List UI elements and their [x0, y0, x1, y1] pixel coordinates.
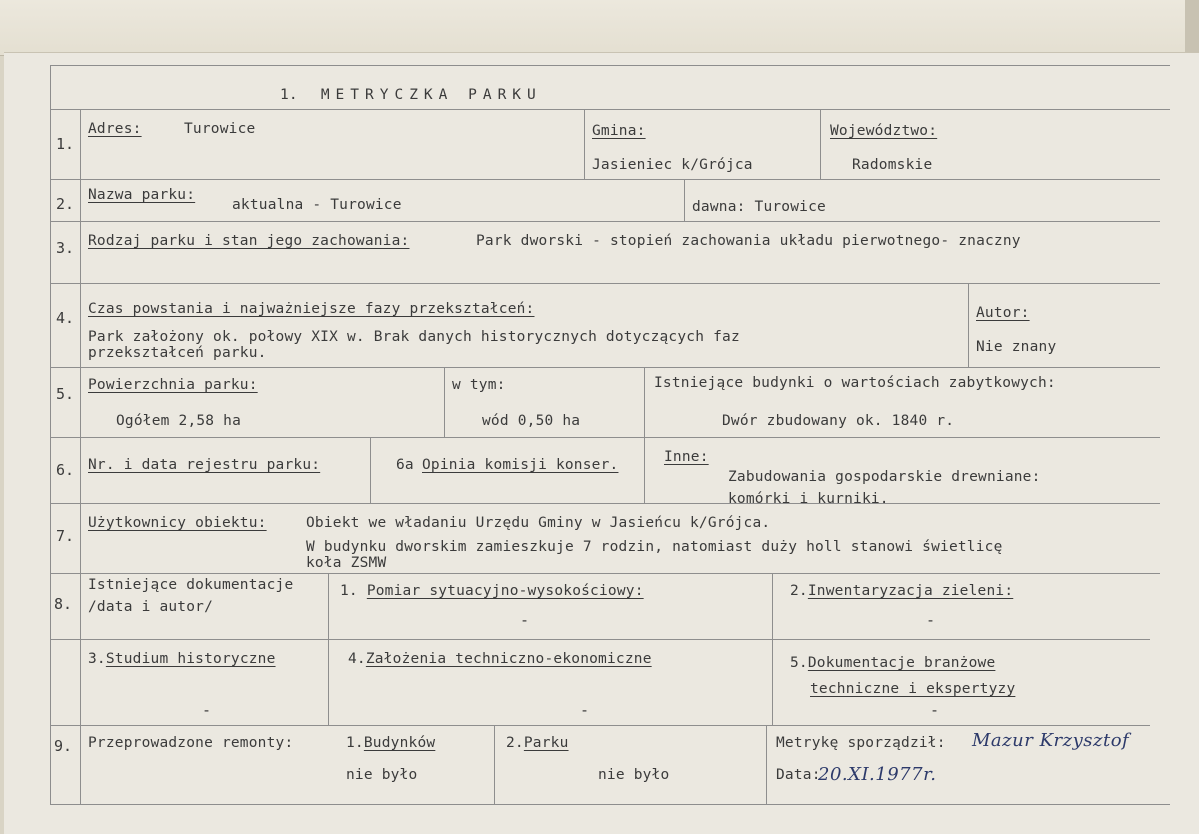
czas-line-2: przekształceń parku.	[88, 345, 267, 361]
rule	[50, 573, 1160, 574]
nazwa-label: Nazwa parku:	[88, 187, 196, 203]
data-handwritten: 20.XI.1977r.	[818, 764, 937, 785]
previous-page-edge	[0, 0, 1199, 56]
dokumentacje-label-1: Istniejące dokumentacje	[88, 577, 294, 593]
inne-label: Inne:	[664, 449, 709, 465]
dokumentacje-label-2: /data i autor/	[88, 599, 214, 615]
rule	[50, 283, 1160, 284]
remonty-budynkow-label: Budynków	[363, 735, 436, 751]
opinia-label: Opinia komisji konser.	[422, 457, 619, 473]
rule	[684, 179, 685, 221]
rule	[968, 283, 969, 367]
zalozenia-field	[348, 651, 652, 667]
row-number: 1.	[56, 135, 75, 153]
inwentaryzacja-prefix: 2.	[790, 583, 808, 599]
branzowe-value: -	[930, 701, 940, 719]
branzowe-label-1: Dokumentacje branżowe	[807, 655, 996, 671]
remonty-budynkow-value: nie było	[346, 767, 418, 783]
nazwa-aktualna: aktualna - Turowice	[232, 197, 402, 213]
uzytkownicy-line-1: Obiekt we władaniu Urzędu Gminy w Jasieńcu k/Grójca.	[306, 515, 771, 531]
sporzadzil-signature: Mazur Krzysztof	[972, 730, 1130, 751]
page-title	[280, 87, 542, 103]
pomiar-prefix: 1.	[340, 583, 358, 599]
studium-value: -	[202, 701, 212, 719]
gmina-label: Gmina:	[592, 123, 646, 139]
inwentaryzacja-field	[790, 583, 1013, 599]
title-number: 1.	[280, 87, 298, 103]
wojewodztwo-label: Województwo:	[830, 123, 938, 139]
rule	[50, 179, 1160, 180]
rule	[820, 109, 821, 179]
inne-line-2: komórki i kurniki.	[728, 491, 889, 507]
row-number: 3.	[56, 239, 75, 257]
rule	[328, 573, 329, 725]
remonty-parku-label: Parku	[523, 735, 569, 751]
inwentaryzacja-label: Inwentaryzacja zieleni:	[807, 583, 1014, 599]
remonty-budynkow-prefix: 1.	[346, 735, 364, 751]
autor-value: Nie znany	[976, 339, 1057, 355]
studium-label: Studium historyczne	[105, 651, 276, 667]
czas-line-1: Park założony ok. połowy XIX w. Brak danych historycznych dotyczących faz	[88, 329, 740, 345]
title-text: METRYCZKA PARKU	[320, 87, 542, 103]
branzowe-prefix: 5.	[790, 655, 808, 671]
studium-field	[88, 651, 276, 667]
rule	[584, 109, 585, 179]
budynki-value: Dwór zbudowany ok. 1840 r.	[722, 413, 955, 429]
rule	[50, 221, 1160, 222]
uzytkownicy-line-2: W budynku dworskim zamieszkuje 7 rodzin, natomiast duży holl stanowi świetlicę	[306, 539, 1003, 555]
rule	[370, 437, 371, 503]
remonty-budynkow-field	[346, 735, 435, 751]
zalozenia-label: Założenia techniczno-ekonomiczne	[365, 651, 652, 667]
w-tym-value: wód 0,50 ha	[482, 413, 581, 429]
rodzaj-value: Park dworski - stopień zachowania układu pierwotnego- znaczny	[476, 233, 1021, 249]
rule	[494, 725, 495, 805]
branzowe-field	[790, 655, 995, 671]
rule	[50, 367, 1160, 368]
studium-prefix: 3.	[88, 651, 106, 667]
czas-label: Czas powstania i najważniejsze fazy przekształceń:	[88, 301, 535, 317]
rule	[444, 367, 445, 437]
adres-value: Turowice	[184, 121, 256, 137]
rule	[644, 367, 645, 503]
row-number: 4.	[56, 309, 75, 327]
pomiar-label: Pomiar sytuacyjno-wysokościowy:	[366, 583, 644, 599]
row-number: 2.	[56, 195, 75, 213]
zalozenia-value: -	[580, 701, 590, 719]
uzytkownicy-label: Użytkownicy obiektu:	[88, 515, 267, 531]
powierzchnia-label: Powierzchnia parku:	[88, 377, 258, 393]
opinia-prefix: 6a	[396, 457, 414, 473]
budynki-label: Istniejące budynki o wartościach zabytkowych:	[654, 375, 1056, 391]
uzytkownicy-line-3: koła ZSMW	[306, 555, 387, 571]
rule	[50, 639, 1150, 640]
binder-spine	[1185, 0, 1199, 56]
row-number: 5.	[56, 385, 75, 403]
rule	[80, 109, 81, 805]
w-tym-label: w tym:	[452, 377, 506, 393]
rule	[772, 573, 773, 725]
rejestr-label: Nr. i data rejestru parku:	[88, 457, 321, 473]
branzowe-label-2: techniczne i ekspertyzy	[810, 681, 1016, 697]
row-number: 9.	[54, 737, 73, 755]
sporzadzil-label: Metrykę sporządził:	[776, 735, 946, 751]
rule	[50, 437, 1160, 438]
pomiar-field	[340, 583, 644, 599]
rule	[50, 725, 1150, 726]
nazwa-dawna: dawna: Turowice	[692, 199, 826, 215]
adres-label: Adres:	[88, 121, 142, 137]
remonty-label: Przeprowadzone remonty:	[88, 735, 294, 751]
data-label: Data:	[776, 767, 821, 783]
row-number: 6.	[56, 461, 75, 479]
rodzaj-label: Rodzaj parku i stan jego zachowania:	[88, 233, 410, 249]
inne-line-1: Zabudowania gospodarskie drewniane:	[728, 469, 1041, 485]
rule	[766, 725, 767, 805]
autor-label: Autor:	[976, 305, 1030, 321]
pomiar-value: -	[520, 611, 530, 629]
row-number: 7.	[56, 527, 75, 545]
zalozenia-prefix: 4.	[348, 651, 366, 667]
rule	[50, 503, 1160, 504]
row-number: 8.	[54, 595, 73, 613]
inwentaryzacja-value: -	[926, 611, 936, 629]
park-record-card	[4, 52, 1199, 834]
powierzchnia-value: Ogółem 2,58 ha	[116, 413, 242, 429]
rule	[50, 109, 1170, 110]
remonty-parku-value: nie było	[598, 767, 670, 783]
remonty-parku-field	[506, 735, 569, 751]
gmina-value: Jasieniec k/Grójca	[592, 157, 753, 173]
wojewodztwo-value: Radomskie	[852, 157, 933, 173]
remonty-parku-prefix: 2.	[506, 735, 524, 751]
